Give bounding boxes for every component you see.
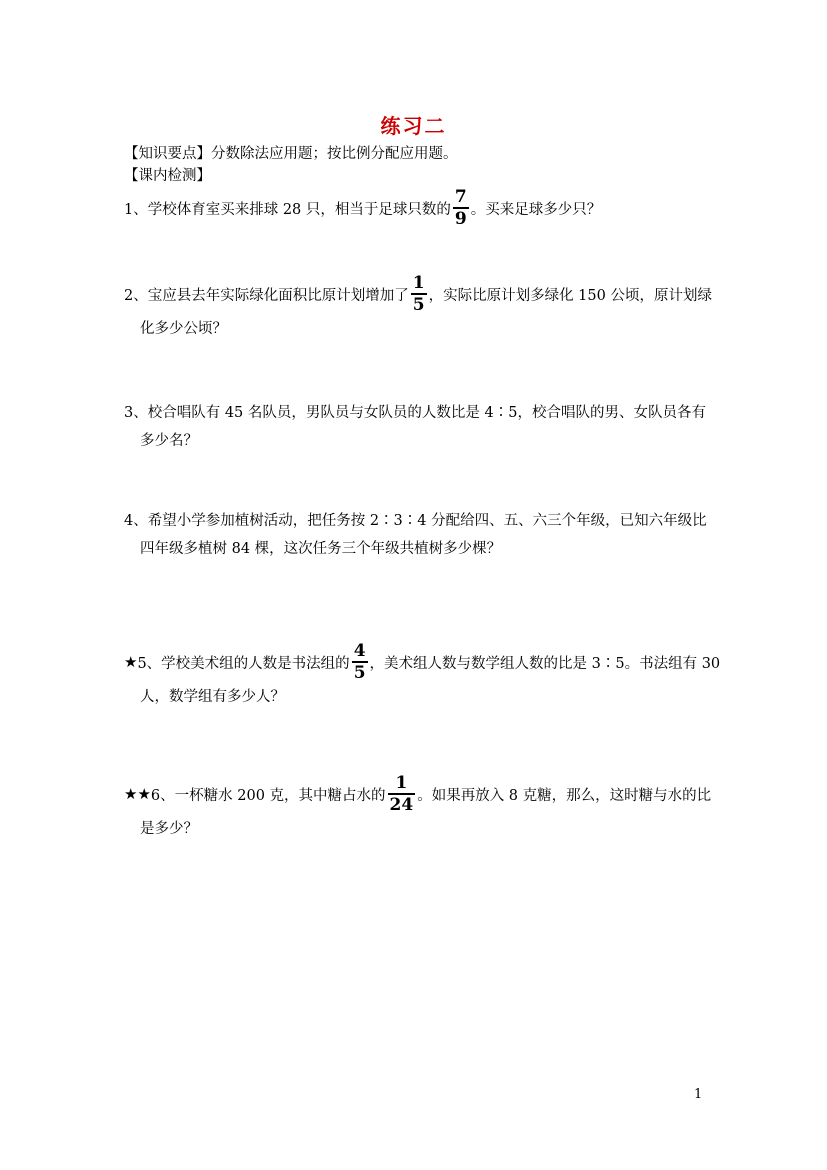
question-2-text-post: ，实际比原计划多绿化 150 公顷，原计划绿 [428,287,712,304]
question-2 [124,273,712,340]
section-label: 【课内检测】 [124,168,211,184]
question-5-line-2: 人，数学组有多少人？ [140,689,285,705]
question-2-fraction [411,274,427,314]
question-6-fraction [388,774,416,814]
question-4 [124,510,709,560]
question-4-line-1: 4、希望小学参加植树活动，把任务按 2∶3∶4 分配给四、五、六三个年级，已知六年级比 [124,513,707,529]
knowledge-points-line: 【知识要点】分数除法应用题；按比例分配应用题。 [124,146,458,162]
question-4-line-2: 四年级多植树 84 棵，这次任务三个年级共植树多少棵？ [140,541,502,557]
question-3 [124,402,709,452]
question-2-text-pre: 2、宝应县去年实际绿化面积比原计划增加了 [124,287,409,304]
question-5 [124,641,721,708]
question-6-text-post: 。如果再放入 8 克糖，那么，这时糖与水的比 [417,787,712,804]
question-1-text-pre: 1、学校体育室买来排球 28 只，相当于足球只数的 [124,201,451,218]
question-1 [124,187,709,229]
fraction-numerator: 7 [454,187,467,208]
fraction-numerator: 1 [412,273,425,294]
question-6-line-2: 是多少？ [140,821,198,837]
fraction-denominator: 9 [454,208,467,229]
fraction-denominator: 5 [353,662,366,683]
question-1-fraction [453,188,469,228]
question-5-text-post: ，美术组人数与数学组人数的比是 3∶5。书法组有 30 [369,655,721,672]
fraction-numerator: 1 [395,773,408,794]
fraction-denominator: 24 [389,794,414,815]
page-number: 1 [694,1087,703,1102]
fraction-denominator: 5 [412,294,425,315]
page-title: 练习二 [380,114,447,138]
question-1-text-post: 。买来足球多少只？ [470,201,602,218]
question-6-text-pre: 6、一杯糖水 200 克，其中糖占水的 [150,787,386,804]
question-3-line-1: 3、校合唱队有 45 名队员，男队员与女队员的人数比是 4∶5，校合唱队的男、女队员各有 [124,405,706,421]
question-2-line-2: 化多少公顷？ [140,321,227,337]
question-6 [124,773,712,840]
question-5-text-pre: 5、学校美术组的人数是书法组的 [137,655,350,672]
star-icon: ★ [124,653,138,671]
question-3-line-2: 多少名？ [140,433,198,449]
fraction-numerator: 4 [353,641,366,662]
star-icon: ★★ [124,785,151,803]
question-5-fraction [352,642,368,682]
